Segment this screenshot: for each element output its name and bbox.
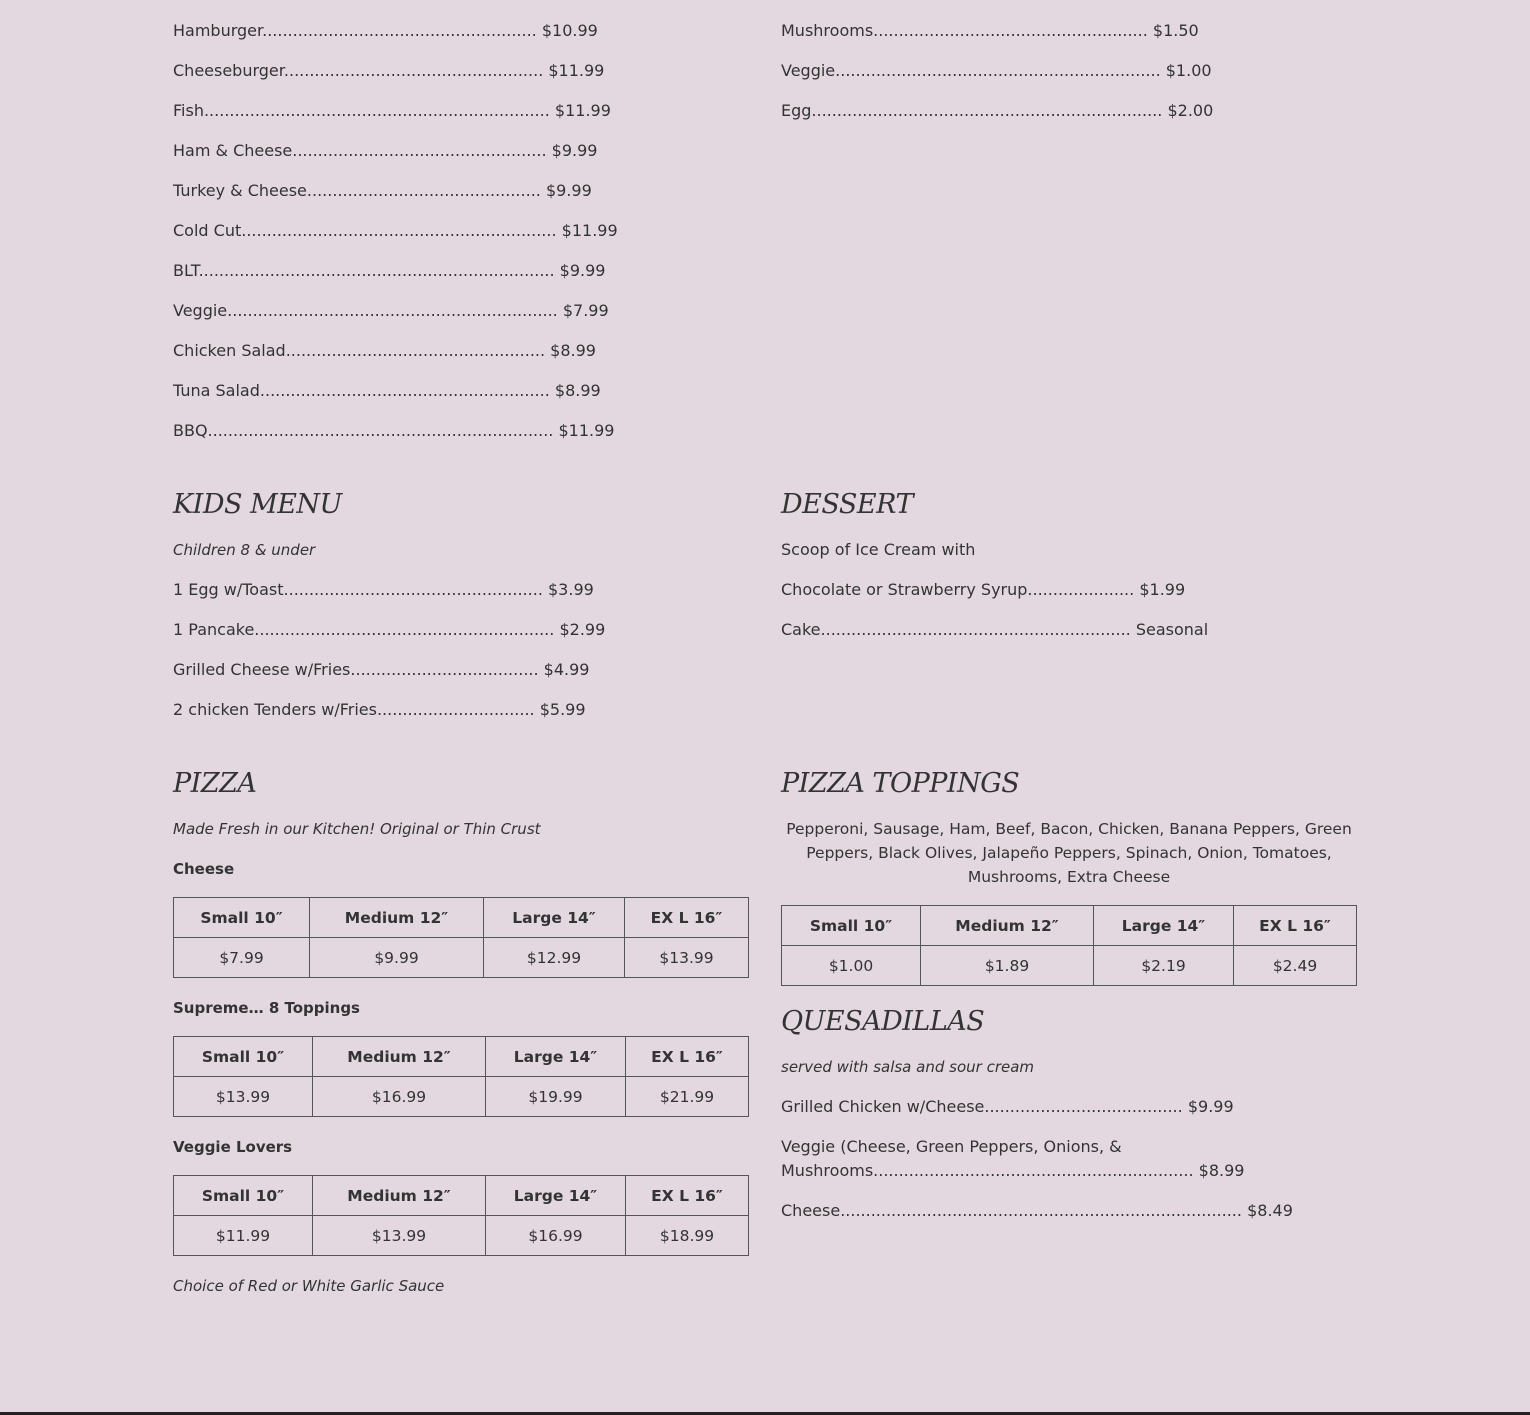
menu-item: 1 Pancake........................................................... $2.99	[173, 620, 606, 639]
size-header: EX L 16″	[625, 898, 749, 938]
price-cell: $1.00	[782, 946, 921, 986]
menu-item: Grilled Chicken w/Cheese....................................... $9.99	[781, 1097, 1234, 1116]
menu-item: Cheeseburger................................................... $11.99	[173, 61, 605, 80]
price-cell: $21.99	[626, 1077, 749, 1117]
price-cell: $16.99	[486, 1216, 626, 1256]
menu-item: Chocolate or Strawberry Syrup..................... $1.99	[781, 580, 1186, 599]
section-heading: QUESADILLAS	[781, 1006, 985, 1037]
price-cell: $7.99	[174, 938, 310, 978]
toppings-list: Pepperoni, Sausage, Ham, Beef, Bacon, Chicken, Banana Peppers, Green Peppers, Black Olives, Jalapeño Peppers, Spinach, Onion, Tomatoes, Mushrooms, Extra Cheese	[786, 820, 1352, 886]
size-header: EX L 16″	[626, 1176, 749, 1216]
size-header: Large 14″	[486, 1037, 626, 1077]
section-heading: DESSERT	[781, 489, 913, 520]
price-cell: $16.99	[313, 1077, 486, 1117]
menu-item: Cold Cut.............................................................. $11.99	[173, 221, 618, 240]
menu-item: Tuna Salad......................................................... $8.99	[173, 381, 601, 400]
section-heading: KIDS MENU	[173, 489, 342, 520]
menu-item: Grilled Cheese w/Fries..................................... $4.99	[173, 660, 590, 679]
menu-item: Turkey & Cheese.............................................. $9.99	[173, 181, 592, 200]
menu-item: Mushrooms...................................................... $1.50	[781, 21, 1199, 40]
size-header: Large 14″	[486, 1176, 626, 1216]
price-cell: $13.99	[313, 1216, 486, 1256]
menu-item: 1 Egg w/Toast................................................... $3.99	[173, 580, 594, 599]
section-heading: PIZZA TOPPINGS	[781, 768, 1020, 799]
size-header: Small 10″	[782, 906, 921, 946]
size-header: Large 14″	[1094, 906, 1234, 946]
price-cell: $11.99	[174, 1216, 313, 1256]
size-header: EX L 16″	[626, 1037, 749, 1077]
sauce-note: Choice of Red or White Garlic Sauce	[173, 1277, 445, 1295]
menu-item: Chicken Salad................................................... $8.99	[173, 341, 596, 360]
size-header: Medium 12″	[310, 898, 484, 938]
menu-item: Ham & Cheese.................................................. $9.99	[173, 141, 598, 160]
size-header: EX L 16″	[1234, 906, 1357, 946]
price-cell: $2.49	[1234, 946, 1357, 986]
price-table	[781, 905, 1357, 986]
price-table	[173, 1175, 749, 1256]
size-header: Medium 12″	[921, 906, 1094, 946]
menu-item: 2 chicken Tenders w/Fries............................... $5.99	[173, 700, 586, 719]
price-cell: $13.99	[625, 938, 749, 978]
pizza-group-name: Cheese	[173, 860, 235, 878]
menu-item: Fish.................................................................... $11.99	[173, 101, 611, 120]
menu-item: Hamburger...................................................... $10.99	[173, 21, 598, 40]
section-heading: PIZZA	[173, 768, 257, 799]
menu-item: Veggie (Cheese, Green Peppers, Onions, & Mushrooms............................................................... $8.99	[781, 1137, 1245, 1180]
price-cell: $13.99	[174, 1077, 313, 1117]
pizza-group-name: Veggie Lovers	[173, 1138, 293, 1156]
price-cell: $1.89	[921, 946, 1094, 986]
section-subtitle: Children 8 & under	[173, 541, 316, 559]
menu-item: BLT...................................................................... $9.99	[173, 261, 606, 280]
price-table	[173, 897, 749, 978]
price-cell: $12.99	[484, 938, 625, 978]
menu-item: Egg..................................................................... $2.00	[781, 101, 1214, 120]
menu-item: Cheese............................................................................... $8.49	[781, 1201, 1293, 1220]
size-header: Small 10″	[174, 1176, 313, 1216]
section-subtitle: Made Fresh in our Kitchen! Original or Thin Crust	[173, 820, 541, 838]
menu-item: Veggie................................................................. $7.99	[173, 301, 609, 320]
size-header: Small 10″	[174, 898, 310, 938]
menu-item: Scoop of Ice Cream with	[781, 540, 976, 559]
menu-item: Veggie................................................................ $1.00	[781, 61, 1212, 80]
price-cell: $18.99	[626, 1216, 749, 1256]
price-table	[173, 1036, 749, 1117]
size-header: Medium 12″	[313, 1176, 486, 1216]
price-cell: $19.99	[486, 1077, 626, 1117]
menu-item: Cake............................................................. Seasonal	[781, 620, 1209, 639]
menu-item: BBQ.................................................................... $11.99	[173, 421, 615, 440]
section-subtitle: served with salsa and sour cream	[781, 1058, 1035, 1076]
size-header: Medium 12″	[313, 1037, 486, 1077]
price-cell: $9.99	[310, 938, 484, 978]
pizza-group-name: Supreme… 8 Toppings	[173, 999, 360, 1017]
price-cell: $2.19	[1094, 946, 1234, 986]
size-header: Small 10″	[174, 1037, 313, 1077]
size-header: Large 14″	[484, 898, 625, 938]
